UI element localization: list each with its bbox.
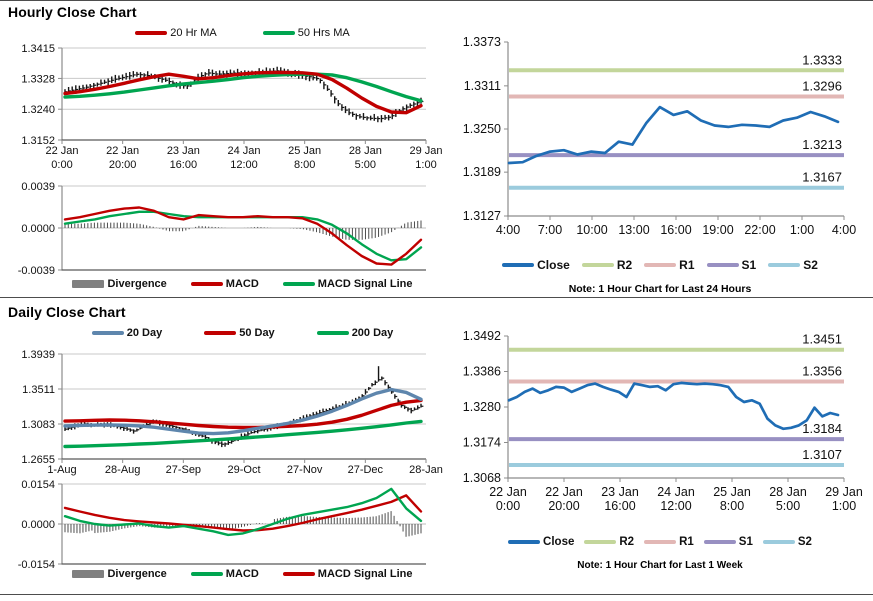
- legend-item-macd: MACD: [191, 278, 259, 290]
- daily-price-chart: [6, 340, 443, 482]
- daily-section-title: Daily Close Chart: [8, 304, 126, 320]
- svg-text:16:00: 16:00: [660, 223, 692, 237]
- macd-daily-swatch: [191, 572, 223, 576]
- svg-text:27-Dec: 27-Dec: [347, 464, 384, 476]
- svg-text:-0.0154: -0.0154: [17, 559, 55, 571]
- daily-macd-legend: [55, 568, 430, 580]
- r1-daily-swatch: [644, 540, 676, 544]
- legend-item-r2: R2: [582, 258, 632, 272]
- svg-text:1.3939: 1.3939: [21, 349, 55, 361]
- legend-item-200day: 200 Day: [317, 327, 394, 339]
- svg-text:12:00: 12:00: [230, 159, 258, 171]
- hourly-ma-legend: [55, 27, 430, 39]
- hourly-macd-legend: [55, 278, 430, 290]
- legend-item-s1: S1: [707, 258, 757, 272]
- s2-swatch: [768, 263, 800, 267]
- legend-item-r1-daily: R1: [644, 536, 694, 548]
- s2-daily-swatch: [763, 540, 795, 544]
- s1-daily-swatch: [704, 540, 736, 544]
- legend-item-r2-daily: R2: [584, 536, 634, 548]
- ma20d-swatch: [92, 331, 124, 335]
- hourly-section-title: Hourly Close Chart: [8, 4, 137, 20]
- legend-item-divergence-daily: Divergence: [72, 568, 166, 580]
- legend-item-macd-signal-daily: MACD Signal Line: [283, 568, 413, 580]
- svg-text:0.0000: 0.0000: [21, 223, 55, 235]
- svg-text:1.3152: 1.3152: [21, 135, 55, 147]
- svg-text:1.3333: 1.3333: [802, 52, 842, 68]
- svg-text:29 Jan: 29 Jan: [825, 485, 863, 499]
- svg-text:1:00: 1:00: [831, 499, 857, 513]
- legend-item-50hr-ma: 50 Hrs MA: [263, 27, 350, 39]
- svg-text:0:00: 0:00: [51, 159, 73, 171]
- legend-item-divergence: Divergence: [72, 278, 166, 290]
- svg-text:19:00: 19:00: [702, 223, 734, 237]
- hourly-price-chart: [6, 40, 443, 180]
- legend-item-macd-daily: MACD: [191, 568, 259, 580]
- bottom-divider: [0, 594, 873, 595]
- svg-text:28 Jan: 28 Jan: [769, 485, 807, 499]
- svg-text:1.3280: 1.3280: [462, 400, 501, 414]
- svg-text:0:00: 0:00: [495, 499, 521, 513]
- daily-sr-legend: [455, 536, 865, 548]
- section-divider: [0, 297, 873, 298]
- svg-text:1.3107: 1.3107: [802, 446, 842, 462]
- svg-text:28-Jan: 28-Jan: [409, 464, 443, 476]
- legend-item-r1: R1: [644, 258, 694, 272]
- legend-item-20day: 20 Day: [92, 327, 162, 339]
- legend-item-50day: 50 Day: [204, 327, 274, 339]
- svg-text:1.3184: 1.3184: [802, 421, 842, 437]
- svg-text:4:00: 4:00: [831, 223, 857, 237]
- svg-text:28 Jan: 28 Jan: [348, 145, 382, 157]
- svg-text:16:00: 16:00: [604, 499, 636, 513]
- hourly-support-resistance-chart: [438, 28, 873, 254]
- svg-text:25 Jan: 25 Jan: [713, 485, 751, 499]
- svg-text:1.3213: 1.3213: [802, 137, 842, 153]
- svg-text:5:00: 5:00: [354, 159, 377, 171]
- svg-text:1.3250: 1.3250: [462, 122, 501, 136]
- svg-text:1.3328: 1.3328: [21, 73, 55, 86]
- daily-sr-note: Note: 1 Hour Chart for Last 1 Week: [577, 560, 743, 571]
- daily-macd-chart: [6, 478, 432, 570]
- hourly-sr-note: Note: 1 Hour Chart for Last 24 Hours: [568, 283, 752, 295]
- svg-text:1.3511: 1.3511: [22, 384, 55, 396]
- svg-text:23 Jan: 23 Jan: [166, 145, 200, 157]
- macd-swatch: [191, 282, 223, 286]
- legend-item-s2-daily: S2: [763, 536, 812, 548]
- svg-text:1.3174: 1.3174: [462, 435, 501, 450]
- svg-text:1:00: 1:00: [415, 159, 437, 171]
- legend-item-s2: S2: [768, 258, 818, 272]
- svg-text:1.3492: 1.3492: [462, 329, 501, 343]
- svg-text:1.3167: 1.3167: [802, 169, 842, 185]
- svg-text:13:00: 13:00: [618, 223, 650, 237]
- svg-text:25 Jan: 25 Jan: [288, 145, 322, 157]
- ma20-swatch: [135, 31, 167, 35]
- svg-text:1.3356: 1.3356: [802, 363, 842, 379]
- hourly-macd-chart: [6, 180, 432, 276]
- svg-text:1:00: 1:00: [789, 223, 815, 237]
- r2-daily-swatch: [584, 540, 616, 544]
- macd-signal-swatch: [283, 282, 315, 286]
- r2-swatch: [582, 263, 614, 267]
- r1-swatch: [644, 263, 676, 267]
- hourly-sr-legend: [455, 258, 865, 272]
- top-divider: [0, 0, 873, 1]
- svg-text:27-Nov: 27-Nov: [286, 464, 323, 476]
- legend-item-s1-daily: S1: [704, 536, 753, 548]
- svg-text:1.2655: 1.2655: [21, 454, 55, 466]
- ma50-swatch: [263, 31, 295, 35]
- svg-text:29 Jan: 29 Jan: [409, 145, 443, 157]
- svg-text:1.3451: 1.3451: [802, 331, 842, 347]
- svg-text:1.3386: 1.3386: [462, 364, 501, 379]
- ma50d-swatch: [204, 331, 236, 335]
- svg-text:12:00: 12:00: [660, 499, 692, 513]
- ma200d-swatch: [317, 331, 349, 335]
- legend-item-macd-signal: MACD Signal Line: [283, 278, 413, 290]
- s1-swatch: [707, 263, 739, 267]
- svg-text:29-Oct: 29-Oct: [227, 464, 261, 476]
- daily-ma-legend: [55, 327, 430, 339]
- svg-text:1.3415: 1.3415: [21, 43, 55, 55]
- legend-item-close: Close: [502, 258, 570, 272]
- svg-text:1-Aug: 1-Aug: [47, 464, 77, 476]
- svg-text:27-Sep: 27-Sep: [165, 464, 202, 476]
- svg-text:20:00: 20:00: [548, 499, 580, 513]
- svg-text:8:00: 8:00: [293, 159, 316, 171]
- svg-text:28-Aug: 28-Aug: [104, 464, 141, 476]
- svg-text:22 Jan: 22 Jan: [489, 485, 527, 499]
- svg-text:1.3373: 1.3373: [462, 35, 501, 49]
- svg-text:24 Jan: 24 Jan: [227, 145, 261, 157]
- svg-text:20:00: 20:00: [108, 159, 137, 171]
- macd-signal-daily-swatch: [283, 572, 315, 576]
- svg-text:5:00: 5:00: [775, 499, 801, 513]
- svg-text:4:00: 4:00: [495, 223, 521, 237]
- close-swatch: [502, 263, 534, 267]
- svg-text:1.3311: 1.3311: [463, 78, 501, 93]
- svg-text:22 Jan: 22 Jan: [106, 145, 140, 157]
- svg-text:1.3127: 1.3127: [462, 209, 501, 223]
- svg-text:0.0000: 0.0000: [21, 519, 55, 531]
- legend-item-20hr-ma: 20 Hr MA: [135, 27, 216, 39]
- svg-text:1.3083: 1.3083: [21, 419, 55, 431]
- svg-text:1.3189: 1.3189: [462, 165, 501, 180]
- svg-text:23 Jan: 23 Jan: [601, 485, 639, 499]
- svg-text:-0.0039: -0.0039: [17, 265, 55, 277]
- svg-text:22 Jan: 22 Jan: [545, 485, 583, 499]
- svg-text:7:00: 7:00: [537, 223, 563, 237]
- close-daily-swatch: [508, 540, 540, 544]
- divergence-swatch: [72, 280, 104, 288]
- legend-item-close-daily: Close: [508, 536, 574, 548]
- svg-text:8:00: 8:00: [719, 499, 745, 513]
- svg-text:1.3068: 1.3068: [462, 471, 501, 485]
- svg-text:1.3240: 1.3240: [21, 104, 55, 117]
- divergence-daily-swatch: [72, 570, 104, 578]
- svg-text:0.0039: 0.0039: [21, 181, 55, 193]
- svg-text:10:00: 10:00: [576, 223, 608, 237]
- svg-text:16:00: 16:00: [169, 159, 198, 171]
- svg-text:0.0154: 0.0154: [21, 479, 55, 491]
- daily-support-resistance-chart: [438, 318, 873, 530]
- svg-text:24 Jan: 24 Jan: [657, 485, 695, 499]
- svg-text:22 Jan: 22 Jan: [45, 145, 79, 157]
- svg-text:22:00: 22:00: [744, 223, 776, 237]
- svg-text:1.3296: 1.3296: [802, 78, 842, 94]
